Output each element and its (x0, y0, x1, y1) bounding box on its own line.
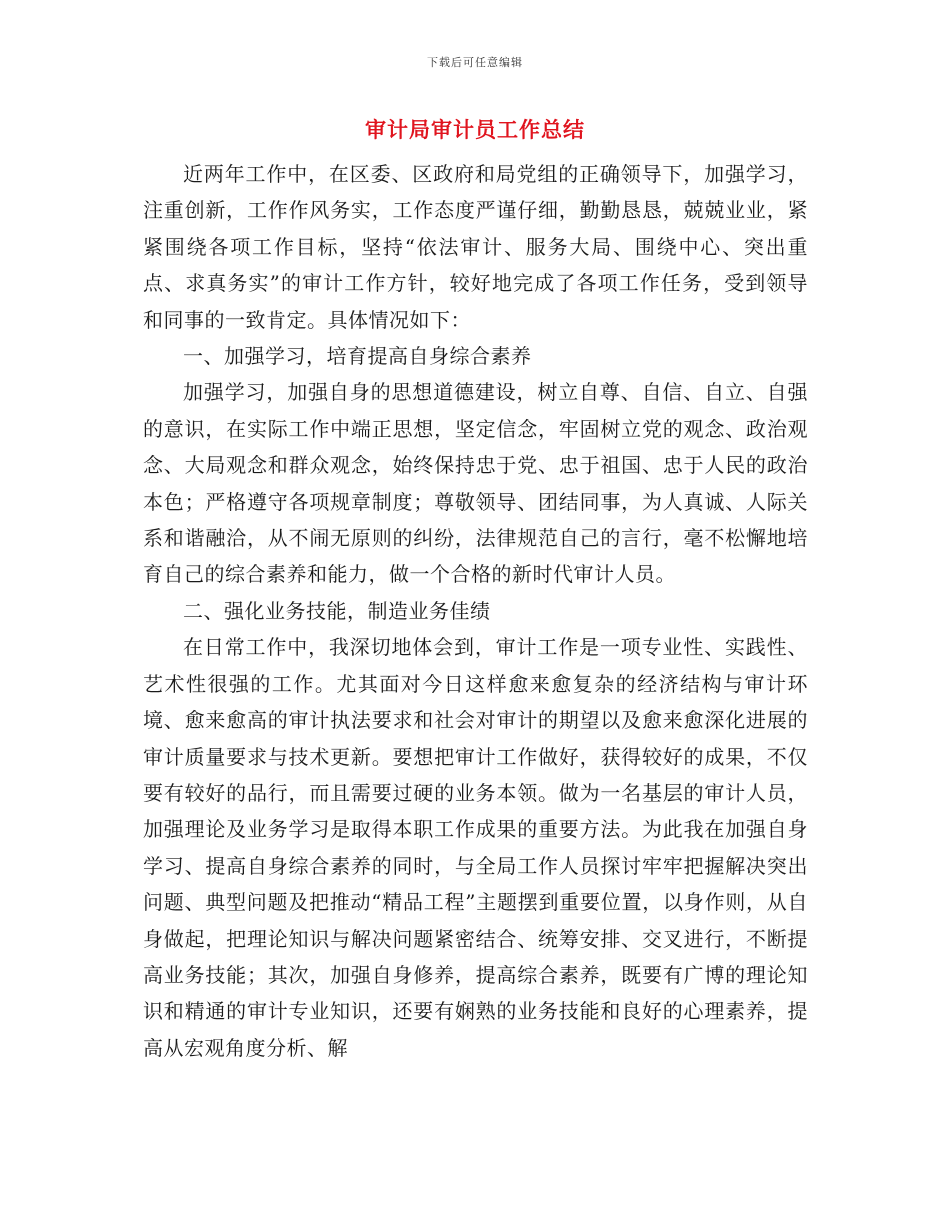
section-heading-2: 二、强化业务技能，制造业务佳绩 (183, 598, 491, 623)
document-body (143, 156, 808, 1066)
document-title: 审计局审计员工作总结 (365, 117, 585, 142)
paragraph-section-1: 加强学习，加强自身的思想道德建设，树立自尊、自信、自立、自强的意识，在实际工作中端正思想，坚定信念，牢固树立党的观念、政治观念、大局观念和群众观念，始终保持忠于党、忠于祖国、忠于人民的政治本色；严格遵守各项规章制度；尊敬领导、团结同事，为人真诚、人际关系和谐融洽，从不闹无原则的纠纷，法律规范自己的言行，毫不松懈地培育自己的综合素养和能力，做一个合格的新时代审计人员。 (143, 380, 808, 587)
header-note: 下载后可任意编辑 (427, 56, 523, 69)
section-heading-1: 一、加强学习，培育提高自身综合素养 (183, 344, 532, 369)
paragraph-intro: 近两年工作中，在区委、区政府和局党组的正确领导下，加强学习，注重创新，工作作风务实，工作态度严谨仔细，勤勤恳恳，兢兢业业，紧紧围绕各项工作目标，坚持“依法审计、服务大局、围绕中心、突出重点、求真务实”的审计工作方针，较好地完成了各项工作任务，受到领导和同事的一致肯定。具体情况如下： (143, 162, 808, 332)
paragraph-section-2: 在日常工作中，我深切地体会到，审计工作是一项专业性、实践性、艺术性很强的工作。尤其面对今日这样愈来愈复杂的经济结构与审计环境、愈来愈高的审计执法要求和社会对审计的期望以及愈来愈深化进展的审计质量要求与技术更新。要想把审计工作做好，获得较好的成果，不仅要有较好的品行，而且需要过硬的业务本领。做为一名基层的审计人员，加强理论及业务学习是取得本职工作成果的重要方法。为此我在加强自身学习、提高自身综合素养的同时，与全局工作人员探讨牢牢把握解决突出问题、典型问题及把推动“精品工程”主题摆到重要位置，以身作则，从自身做起，把理论知识与解决问题紧密结合、统筹安排、交叉进行，不断提高业务技能；其次，加强自身修养，提高综合素养，既要有广博的理论知识和精通的审计专业知识，还要有娴熟的业务技能和良好的心理素养，提高从宏观角度分析、解 (143, 635, 808, 1060)
